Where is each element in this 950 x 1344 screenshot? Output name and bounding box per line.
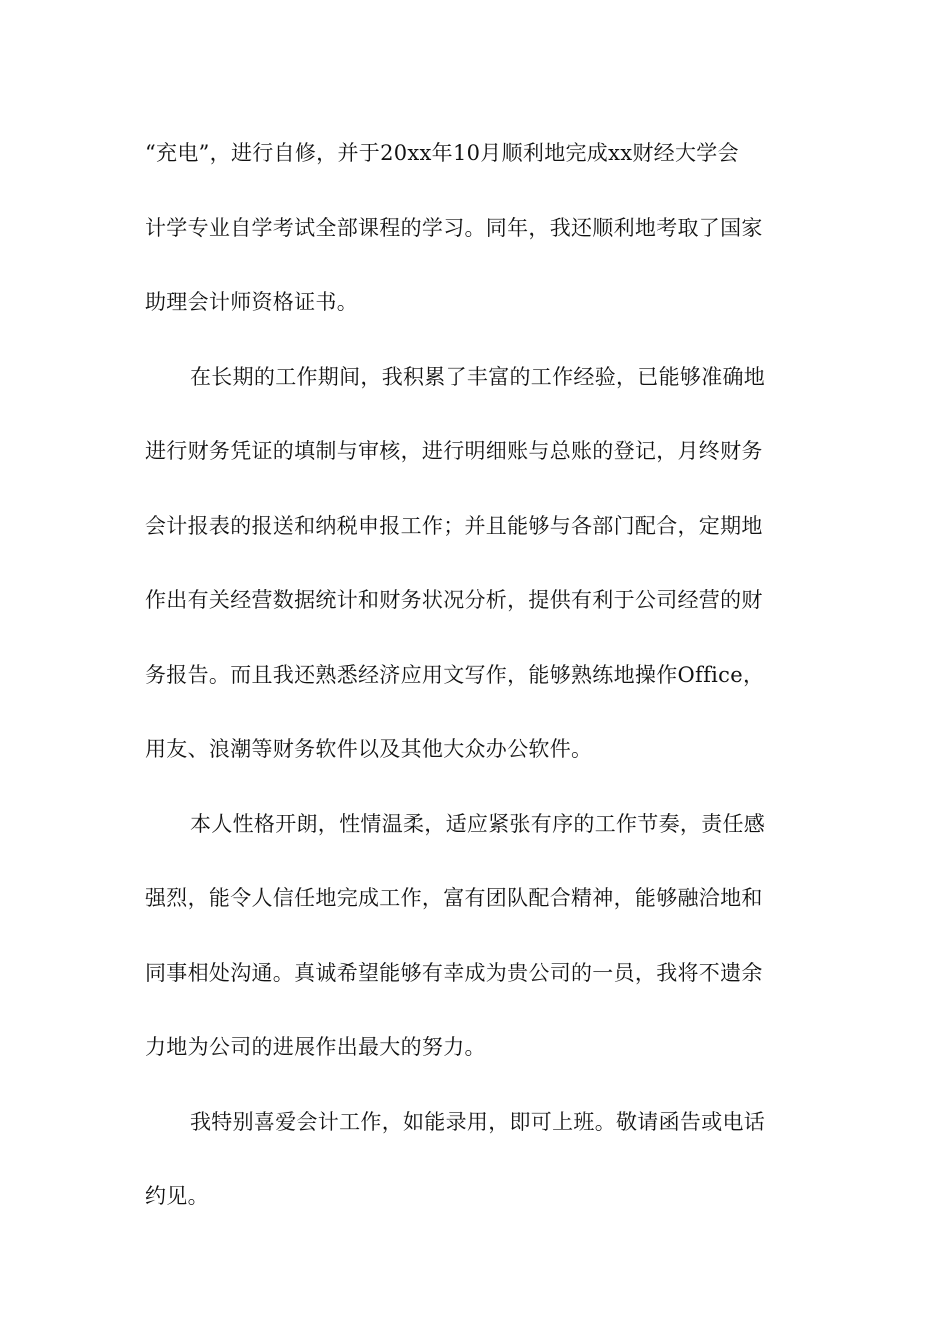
text-line: 进行财务凭证的填制与审核，进行明细账与总账的登记，月终财务 bbox=[145, 439, 763, 463]
text-line: 强烈，能令人信任地完成工作，富有团队配合精神，能够融洽地和 bbox=[145, 886, 763, 910]
text-line: 务报告。而且我还熟悉经济应用文写作，能够熟练地操作Office， bbox=[145, 662, 765, 687]
paragraph-first-line: 我特别喜爱会计工作，如能录用，即可上班。敬请函告或电话 bbox=[190, 1109, 766, 1134]
letter-body bbox=[145, 128, 810, 1246]
text-line: 助理会计师资格证书。 bbox=[145, 290, 358, 314]
text-line: 用友、浪潮等财务软件以及其他大众办公软件。 bbox=[145, 737, 593, 761]
paragraph-first-line: 在长期的工作期间，我积累了丰富的工作经验，已能够准确地 bbox=[190, 364, 766, 389]
text-line: 约见。 bbox=[145, 1184, 209, 1208]
text-line: 计学专业自学考试全部课程的学习。同年，我还顺利地考取了国家 bbox=[145, 215, 763, 240]
paragraph-first-line: 本人性格开朗，性情温柔，适应紧张有序的工作节奏，责任感 bbox=[190, 811, 766, 836]
text-line: 作出有关经营数据统计和财务状况分析，提供有利于公司经营的财 bbox=[145, 588, 763, 612]
text-line: 力地为公司的进展作出最大的努力。 bbox=[145, 1035, 486, 1059]
text-line: 会计报表的报送和纳税申报工作；并且能够与各部门配合，定期地 bbox=[145, 513, 763, 538]
text-line: 同事相处沟通。真诚希望能够有幸成为贵公司的一员，我将不遗余 bbox=[145, 960, 763, 985]
text-line: “充电”，进行自修，并于20xx年10月顺利地完成xx财经大学会 bbox=[145, 141, 739, 165]
